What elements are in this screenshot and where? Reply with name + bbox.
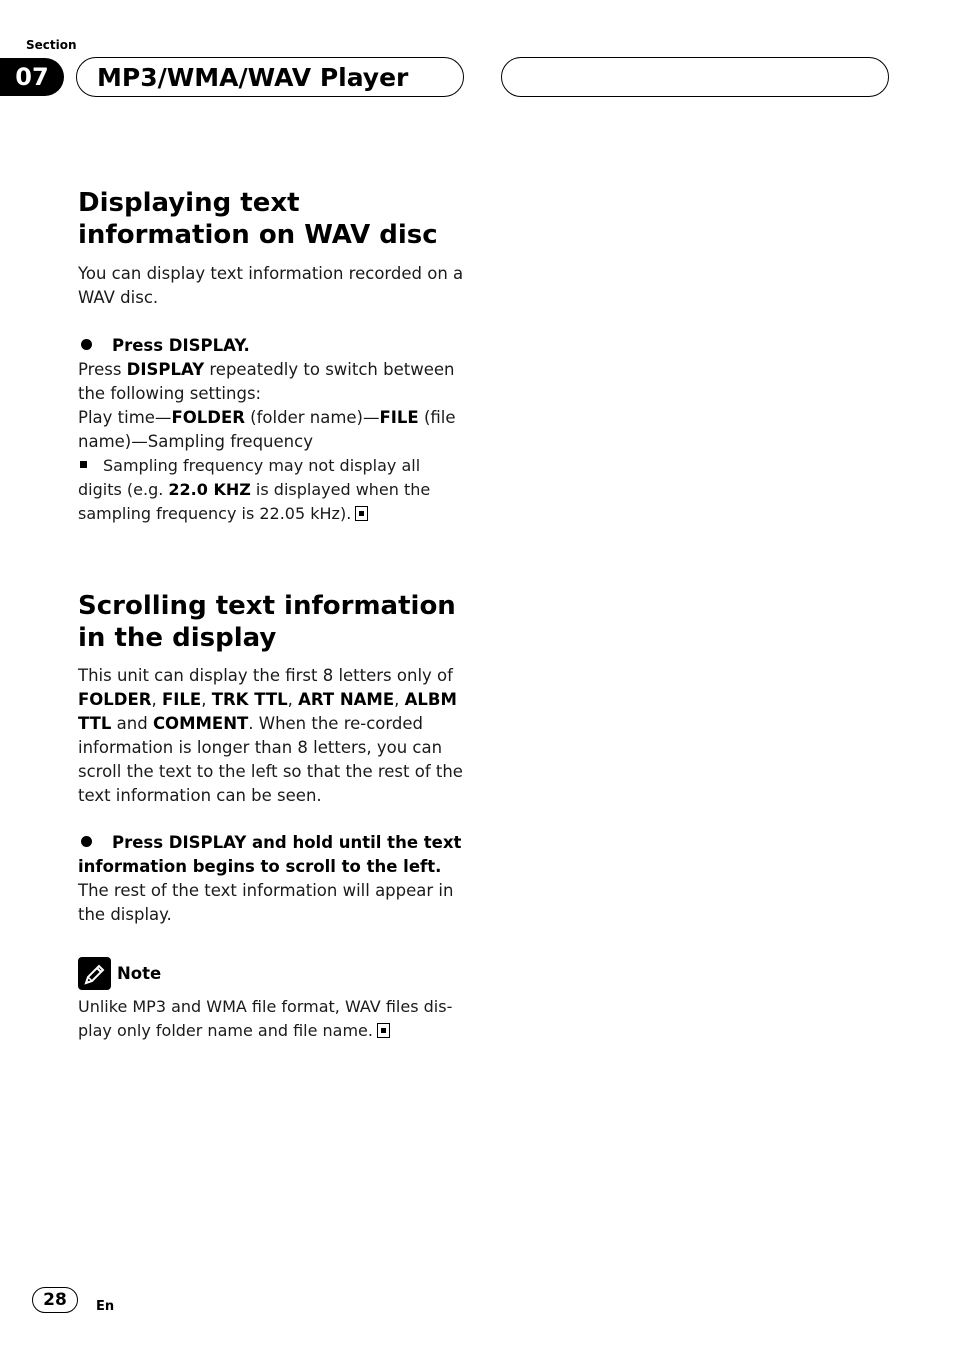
heading-line-2: in the display <box>78 623 277 653</box>
pencil-note-icon <box>78 957 111 990</box>
section-heading-scrolling <box>78 590 468 654</box>
bullet-dot-icon <box>81 339 92 350</box>
section-wav-text <box>78 187 468 526</box>
section-number-badge: 07 <box>0 58 64 96</box>
step-text: Press DISPLAY. <box>112 336 250 355</box>
end-mark-icon <box>355 506 368 521</box>
tip-paragraph: Sampling frequency may not display all digits (e.g. 22.0 KHZ is displayed when the sampling frequency is 22.05 kHz). <box>78 456 431 523</box>
note-label: Note <box>117 964 162 983</box>
step-press-hold <box>78 831 468 879</box>
section-heading-wav <box>78 187 468 251</box>
header-empty-box <box>501 57 889 97</box>
section-label: Section <box>26 38 77 52</box>
step-press-display <box>78 334 468 358</box>
bullet-dot-icon <box>81 836 92 847</box>
chapter-title <box>76 57 464 97</box>
chapter-title-text: MP3/WMA/WAV Player <box>97 62 409 92</box>
heading-line-2: information on WAV disc <box>78 220 438 250</box>
intro-paragraph: You can display text information recorded on a WAV disc. <box>78 264 464 307</box>
note-header <box>78 957 468 990</box>
square-bullet-icon <box>80 461 87 468</box>
settings-sequence: Play time—FOLDER (folder name)—FILE (file name)—Sampling frequency <box>78 408 456 451</box>
heading-line-1: Scrolling text information <box>78 591 456 621</box>
page-number: 28 <box>32 1287 78 1313</box>
step-text: Press DISPLAY and hold until the text information begins to scroll to the left. <box>78 833 462 876</box>
heading-line-1: Displaying text <box>78 188 300 218</box>
note-text: Unlike MP3 and WMA file format, WAV files dis-play only folder name and file name. <box>78 997 453 1040</box>
end-mark-icon <box>377 1023 390 1038</box>
step-description: Press DISPLAY repeatedly to switch between the following settings: <box>78 360 455 403</box>
step-result: The rest of the text information will appear in the display. <box>78 881 454 924</box>
language-label: En <box>96 1299 115 1314</box>
section-scrolling-text <box>78 590 468 1043</box>
intro-paragraph: This unit can display the first 8 letters only of FOLDER, FILE, TRK TTL, ART NAME, ALBM TTL and COMMENT. When the re-corded information is longer than 8 letters, you can scroll the text to the left so that the rest of the text information can be seen. <box>78 666 463 805</box>
